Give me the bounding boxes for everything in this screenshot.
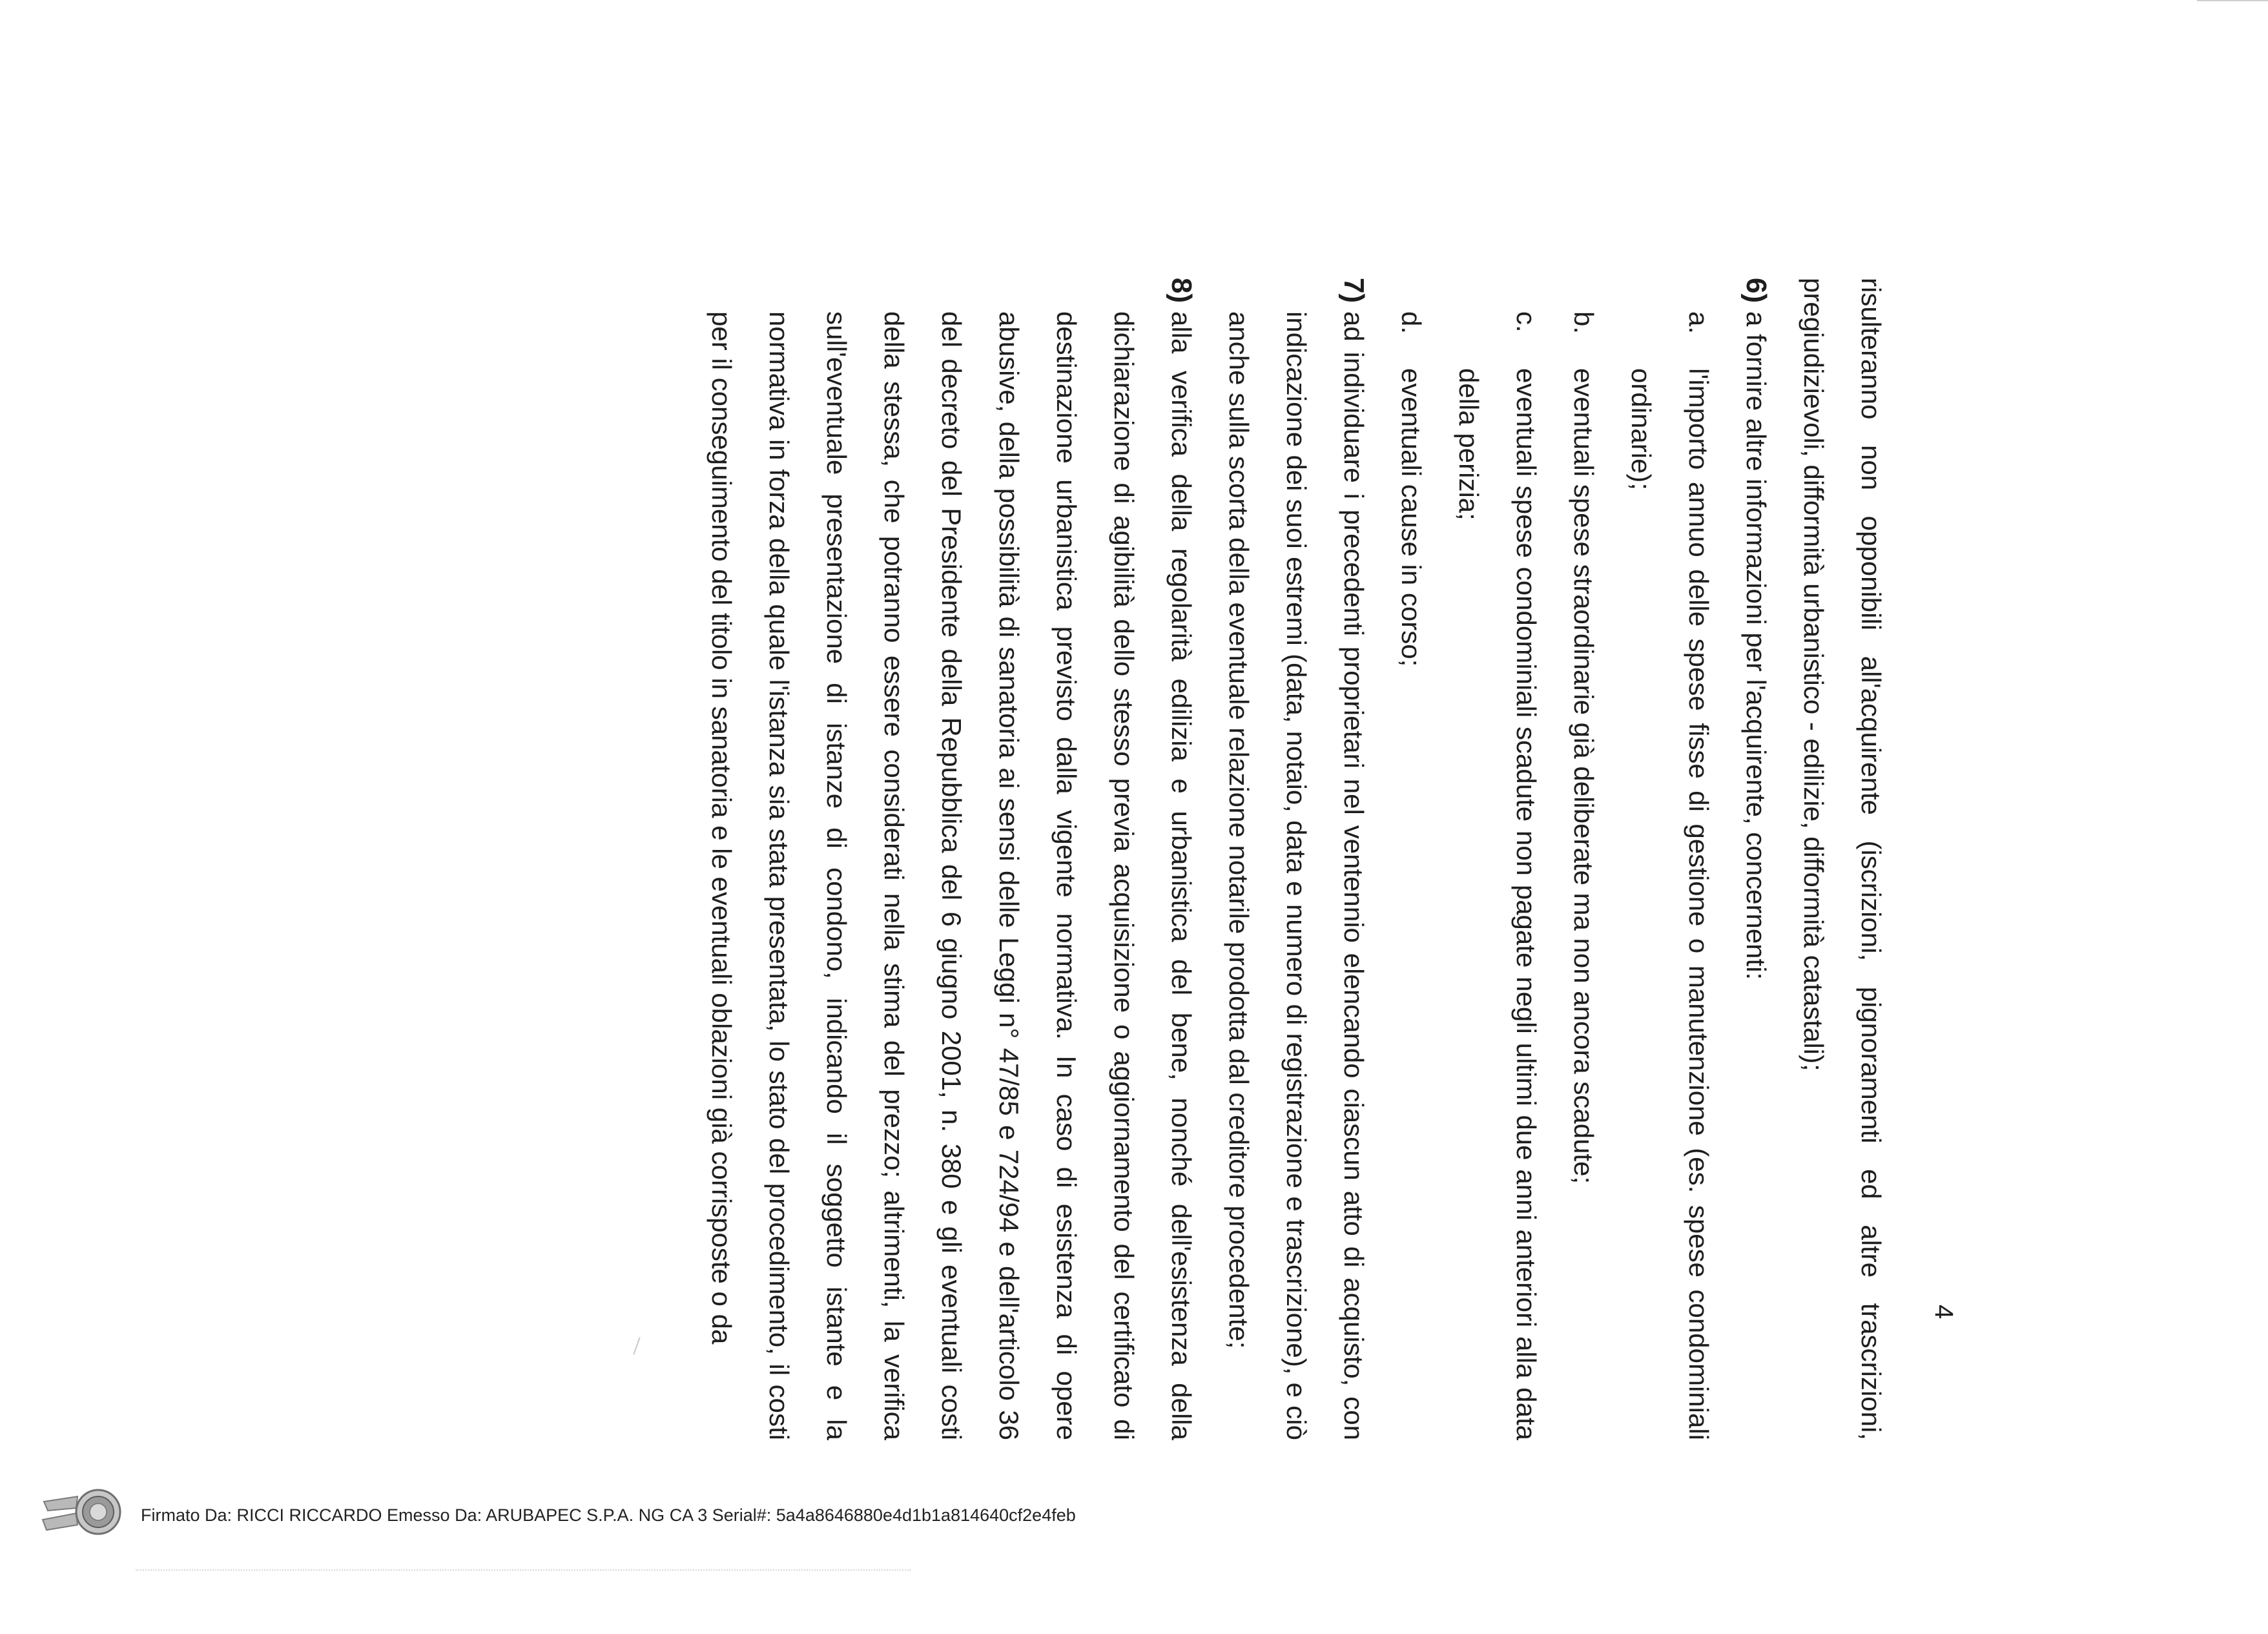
sub-item-text: eventuali cause in corso; (1396, 368, 1427, 667)
sub-item-letter: c. (1511, 311, 1541, 333)
sub-item-letter: b. (1569, 311, 1599, 335)
sub-item-c (1440, 278, 1555, 1440)
document-body (693, 278, 1900, 1440)
digital-signature-footer (39, 1482, 1137, 1540)
sub-item-text: l'importo annuo delle spese fisse di gestione o manutenzione (es. spese condominiali ordinarie); (1626, 368, 1714, 1440)
sub-item-d (1383, 278, 1440, 1440)
item-number: 7) (1338, 278, 1370, 304)
item-number: 8) (1166, 278, 1197, 304)
document-page (305, 278, 1958, 1634)
list-item-7 (1210, 278, 1383, 1440)
sub-item-b (1555, 278, 1613, 1440)
item-number: 6) (1740, 278, 1772, 304)
ribbon-seal-icon (39, 1482, 123, 1540)
item-text: ad individuare i precedenti proprietari nel ventennio elencando ciascun atto di acquisto, con indicazione dei suoi estremi (data, notaio, data e numero di registrazione e trascrizione), e ciò anche sulla scorta della eventuale relazione notarile prodotta dal creditore procedente; (1224, 311, 1369, 1440)
list-item-6 (1727, 278, 1785, 1440)
list-item-8 (693, 278, 1210, 1440)
signature-text: Firmato Da: RICCI RICCARDO Emesso Da: ARUBAPEC S.P.A. NG CA 3 Serial#: 5a4a8646880e4d1b1a814640cf2e4feb (141, 1505, 1076, 1525)
intro-paragraph: risulteranno non opponibili all'acquirente (iscrizioni, pignoramenti ed altre trascrizioni, pregiudizievoli, difformità urbanistico - edilizie, difformità catastali); (1799, 278, 1886, 1440)
sub-item-letter: d. (1396, 311, 1427, 335)
sub-item-text: eventuali spese straordinarie già deliberate ma non ancora scadute; (1569, 368, 1599, 1184)
page-number: 4 (1930, 1305, 1958, 1319)
footer-rule (136, 1569, 911, 1571)
sub-item-a (1613, 278, 1727, 1440)
item-text: a fornire altre informazioni per l'acquirente, concernenti: (1741, 311, 1771, 980)
sub-item-text: eventuali spese condominiali scadute non pagate negli ultimi due anni anteriori alla data della perizia; (1454, 368, 1541, 1440)
corner-scan-mark (2197, 0, 2268, 1)
sub-item-letter: a. (1684, 311, 1714, 335)
item-text: alla verifica della regolarità edilizia e urbanistica del bene, nonché dell'esistenza della dichiarazione di agibilità dello stesso previa acquisizione o aggiornamento del certificato di destinazione urbanistica previsto dalla vigente normativa. In caso di esistenza di opere abusive, della possibilità di sanatoria ai sensi delle Leggi n° 47/85 e 724/94 e dell'articolo 36 del decreto del Presidente della Repubblica del 6 giugno 2001, n. 380 e gli eventuali costi della stessa, che potranno essere considerati nella stima del prezzo; altrimenti, la verifica sull'eventuale presentazione di istanze di condono, indicando il soggetto istante e la normativa in forza della quale l'istanza sia stata presentata, lo stato del procedimento, il costi per il conseguimento del titolo in sanatoria e le eventuali oblazioni già corrisposte o da (706, 311, 1197, 1440)
